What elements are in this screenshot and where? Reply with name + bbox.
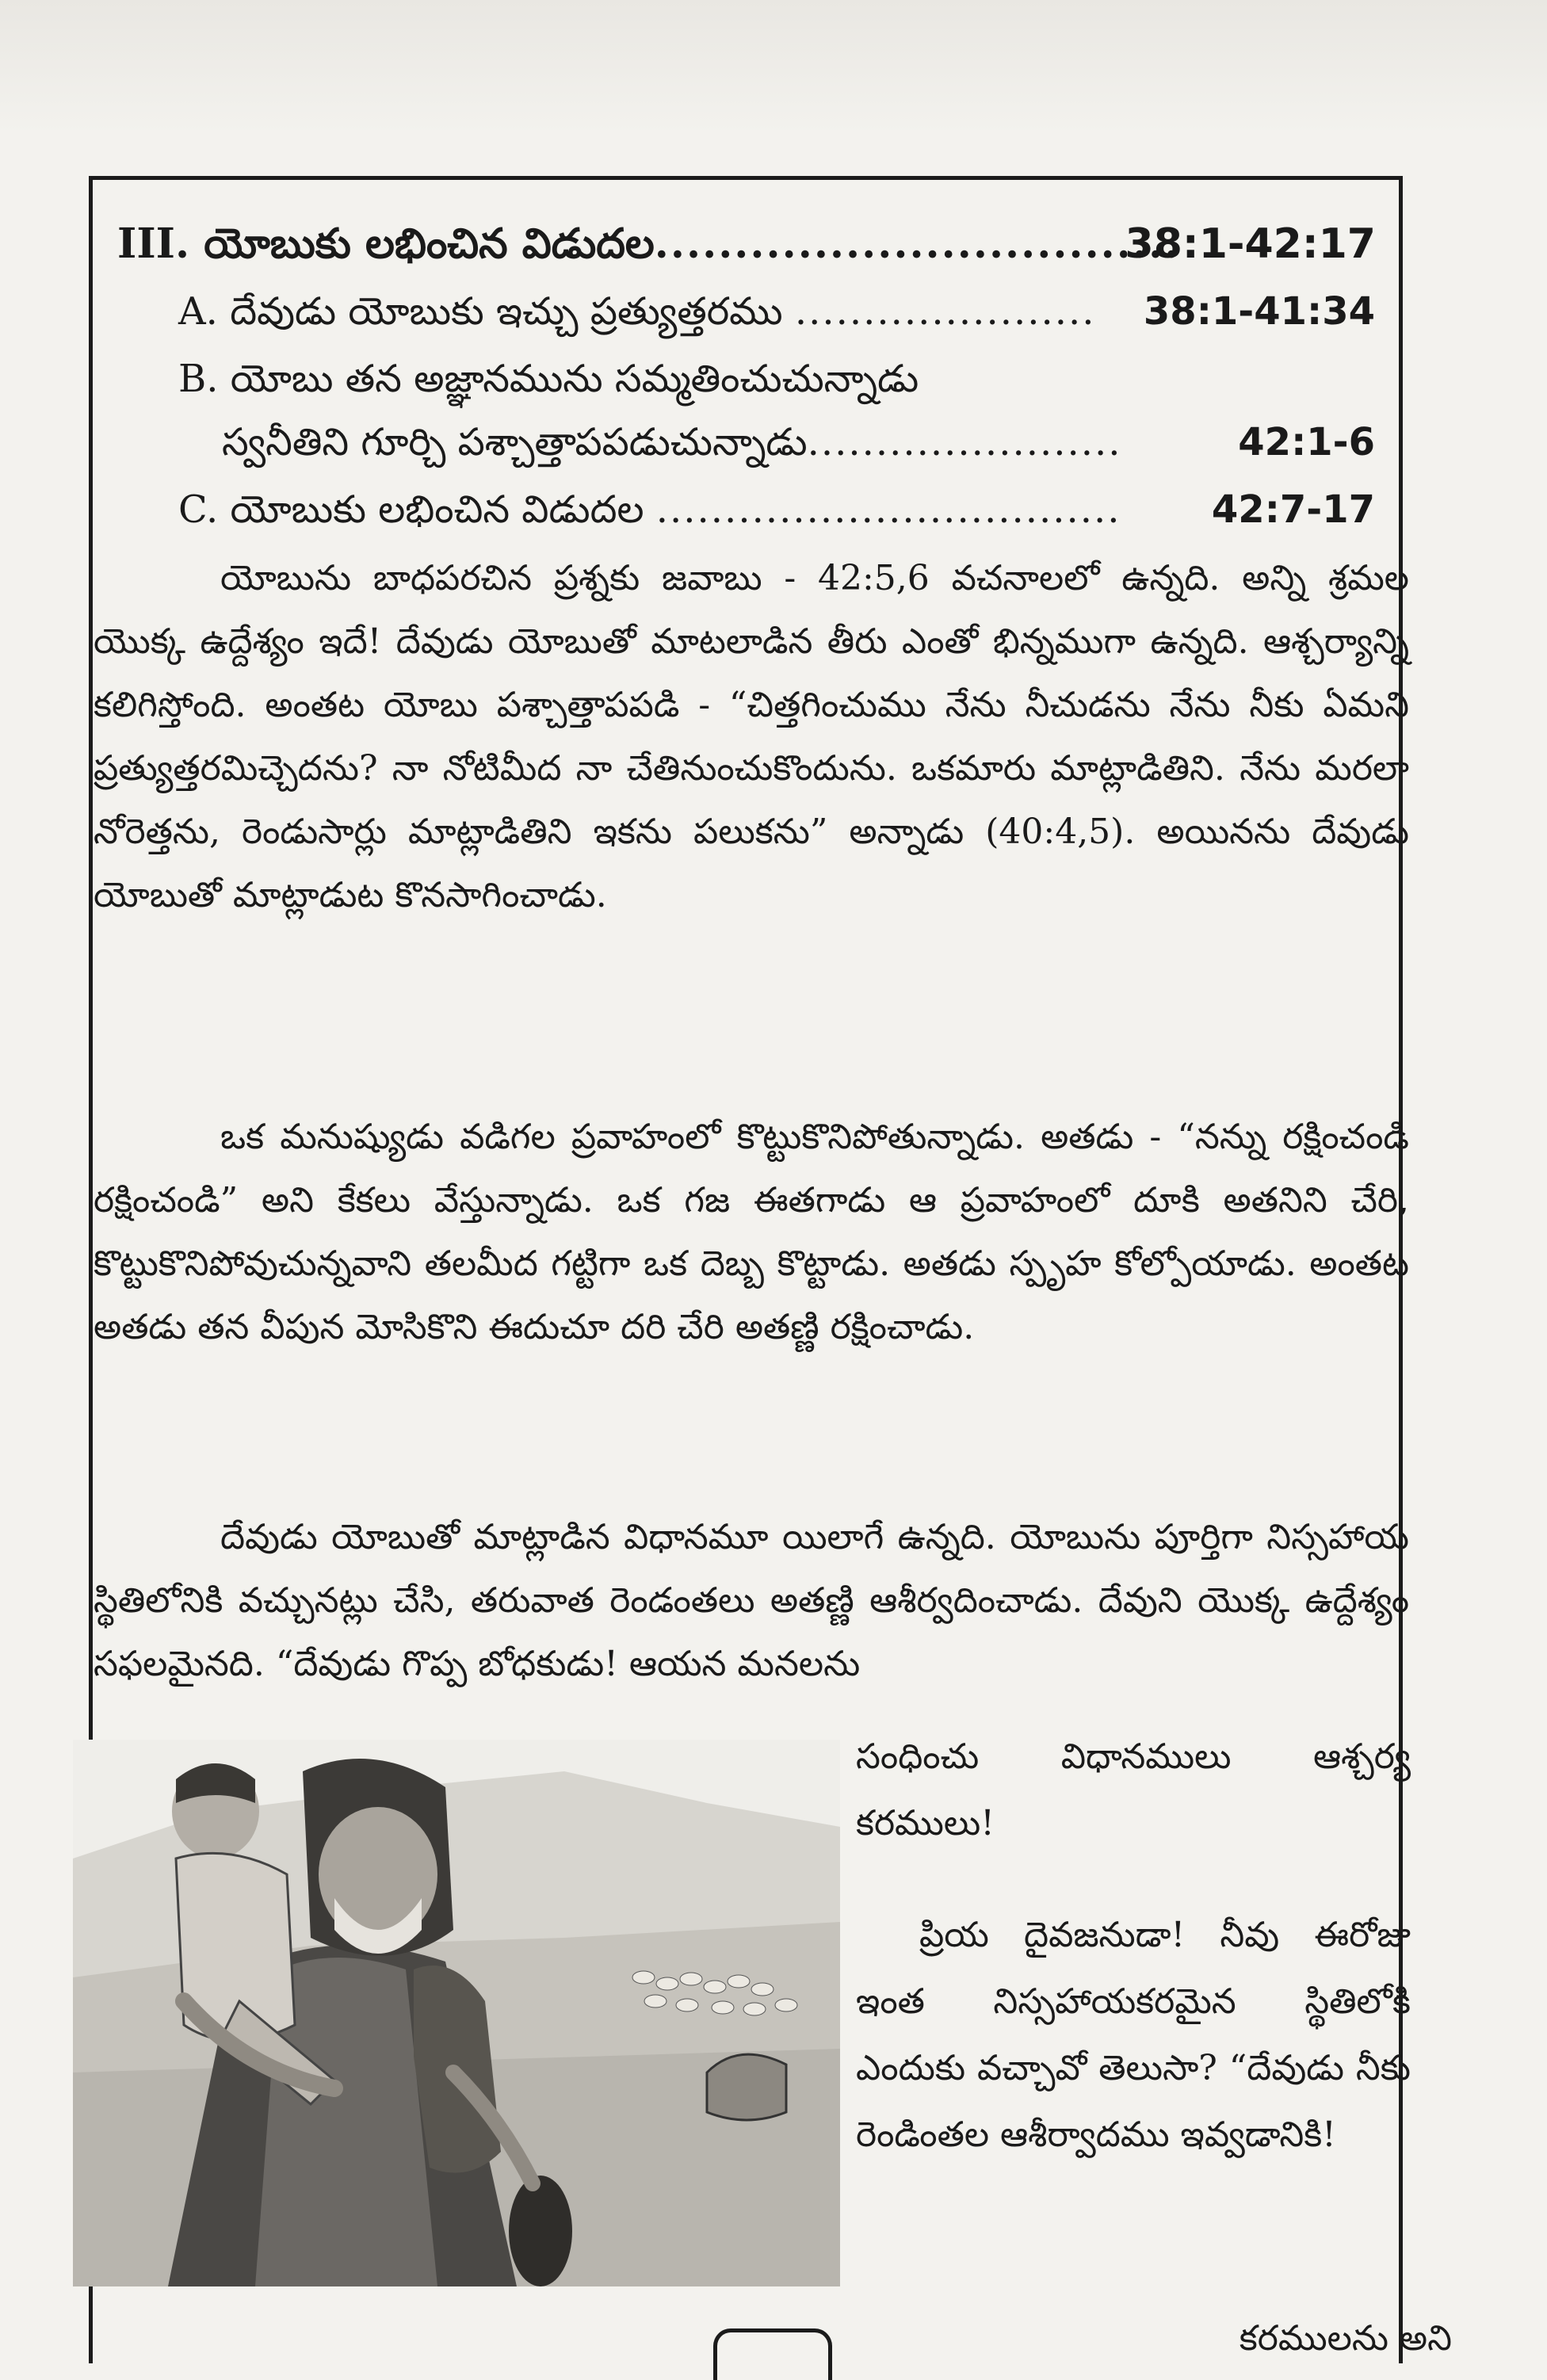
outline-leader: .................................. xyxy=(655,487,1121,532)
outline-item-title-2: స్వనీతిని గూర్చి పశ్చాత్తాపపడుచున్నాడు xyxy=(222,420,808,464)
outline-main-row xyxy=(117,220,1376,268)
outline-item-b xyxy=(178,355,1375,403)
outline-item-a xyxy=(178,288,1375,335)
paragraph-1: యోబును బాధపరచిన ప్రశ్నకు జవాబు - 42:5,6 వచనాలలో ఉన్నది. అన్ని శ్రమల యొక్క ఉద్దేశ్యం ఇదే! దేవుడు యోబుతో మాటలాడిన తీరు ఎంతో భిన్నముగా ఉన్నది. ఆశ్చర్యాన్ని కలిగిస్తోంది. అంతట యోబు పశ్చాత్తాపపడి - “చిత్తగించుము నేను నీచుడను నేను నీకు ఏమని ప్రత్యుత్తరమిచ్చెదను? నా నోటిమీద నా చేతినుంచుకొందును. ఒకమారు మాట్లాడితిని. నేను మరలా నోరెత్తను, రెండుసార్లు మాట్లాడితిని ఇకను పలుకను” అన్నాడు (40:4,5). అయినను దేవుడు యోబుతో మాట్లాడుట కొనసాగించాడు. xyxy=(94,558,1409,915)
outline-item-c xyxy=(178,486,1375,533)
outline-item-title: దేవుడు యోబుకు ఇచ్చు ప్రత్యుత్తరము xyxy=(230,289,783,334)
outline-leader: ...................... xyxy=(794,289,1096,334)
outline-main-ref: 38:1-42:17 xyxy=(1125,220,1376,268)
outline-main-label: III. xyxy=(117,220,190,268)
paragraph-2: ఒక మనుష్యుడు వడిగల ప్రవాహంలో కొట్టుకొనిపోతున్నాడు. అతడు - “నన్ను రక్షించండి రక్షించండి” అని కేకలు వేస్తున్నాడు. ఒక గజ ఈతగాడు ఆ ప్రవాహంలో దూకి అతనిని చేరి, కొట్టుకొనిపోవుచున్నవాని తలమీద గట్టిగా ఒక దెబ్బ కొట్టాడు. అతడు స్పృహ కోల్పోయాడు. అంతట అతడు తన వీపున మోసికొని ఈదుచూ దరి చేరి అతణ్ణి రక్షించాడు. xyxy=(94,1117,1409,1347)
outline-main-title: యోబుకు లభించిన విడుదల xyxy=(204,220,655,268)
page-tab-outline xyxy=(713,2328,832,2380)
outline-leader: ....................... xyxy=(807,420,1122,464)
outline-item-label: A. xyxy=(178,289,218,334)
paragraph-3-continued: సంధించు విధానములు ఆశ్చర్య కరములు! xyxy=(856,1736,1411,1843)
paragraph-3: దేవుడు యోబుతో మాట్లాడిన విధానమూ యిలాగే ఉన్నది. యోబును పూర్తిగా నిస్సహాయ స్థితిలోనికి వచ్చునట్లు చేసి, తరువాత రెండంతలు అతణ్ణి ఆశీర్వదించాడు. దేవుని యొక్క ఉద్దేశ్యం సఫలమైనది. “దేవుడు గొప్ప బోధకుడు! ఆయన మనలను xyxy=(94,1517,1409,1684)
outline-item-ref: 38:1-41:34 xyxy=(1143,289,1375,334)
outline-item-ref: 42:1-6 xyxy=(1238,420,1375,464)
outline-item-label: B. xyxy=(178,357,219,401)
outline-item-title: యోబుకు లభించిన విడుదల xyxy=(230,487,644,532)
outline-item-label: C. xyxy=(178,487,219,532)
paragraph-4: ప్రియ దైవజనుడా! నీవు ఈరోజు ఇంత నిస్సహాయకరమైన స్థితిలోకి ఎందుకు వచ్చావో తెలుసా? “దేవుడు నీకు రెండింతల ఆశీర్వాదము ఇవ్వడానికి! xyxy=(856,1915,1411,2155)
outline-leader: ................................. xyxy=(654,220,1181,268)
page-top-edge xyxy=(0,0,1547,135)
illustration-man-carrying-child xyxy=(73,1740,840,2286)
outline-item-b-line2 xyxy=(222,418,1375,466)
outline-item-title: యోబు తన అజ్ఞానమును సమ్మతించుచున్నాడు xyxy=(230,357,919,401)
footer-fragment-text: కరములను అని xyxy=(1239,2318,1452,2359)
outline-item-ref: 42:7-17 xyxy=(1211,487,1375,532)
